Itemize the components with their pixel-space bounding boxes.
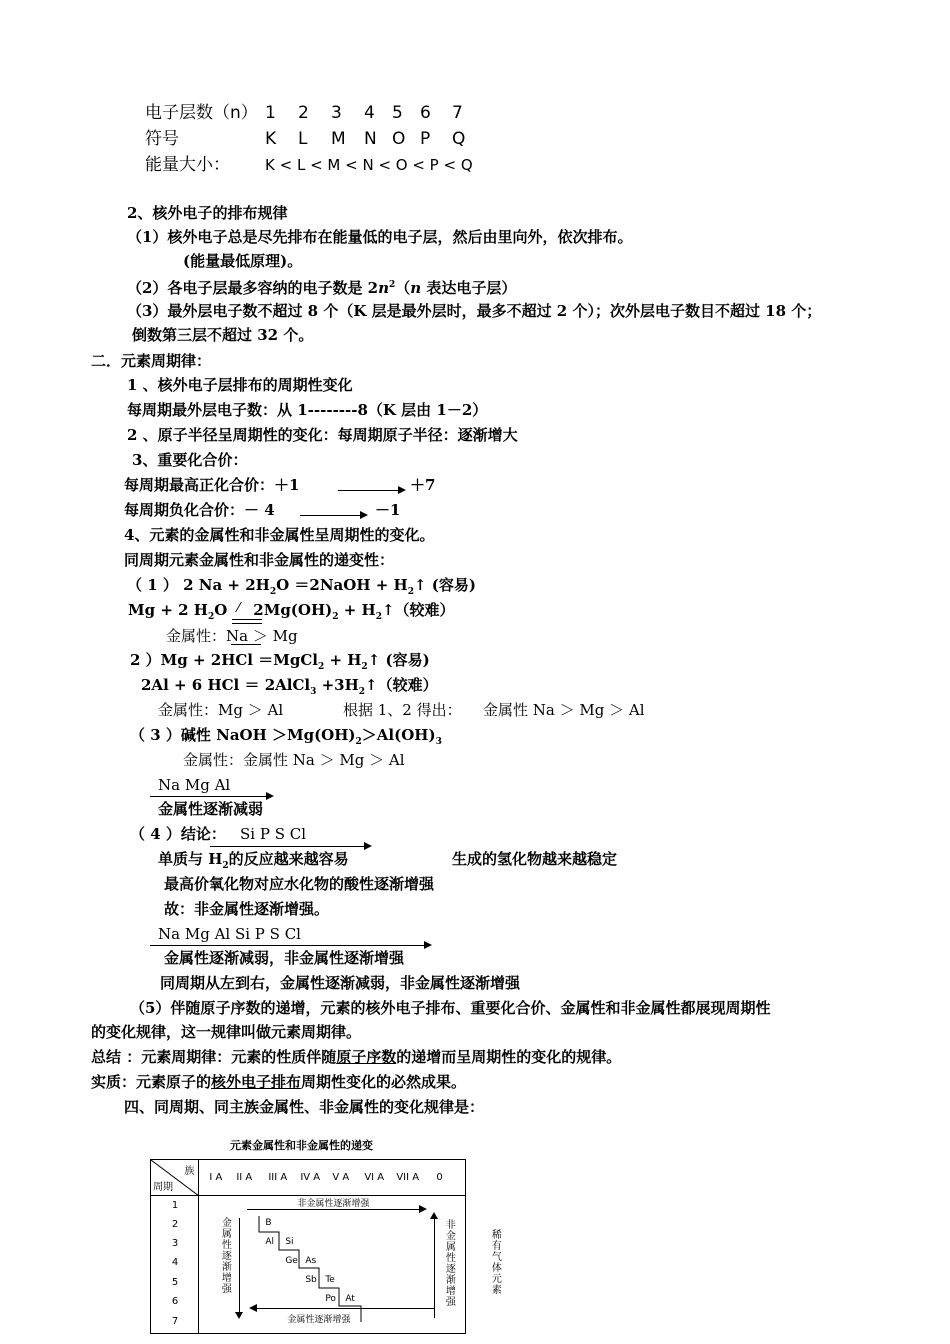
conclusion-1-2-value: 金属性 Na ＞ Mg ＞ Al [483, 701, 645, 719]
metal-comparison-1: 金属性：Na ＞ Mg [166, 627, 298, 645]
summary: 总结 ：元素周期律：元素的性质伴随原子序数的递增而呈周期性的变化的规律。 [91, 1048, 622, 1066]
corner-cell: 族 周期 [151, 1160, 199, 1196]
right-arrow-label: 非金属性逐渐增强 [445, 1220, 456, 1308]
law-p1-detail: 每周期最外层电子数：从 1--------8（K 层由 1－2） [127, 401, 488, 419]
group-header: I A II A III A IV A V A VI A VII A 0 [199, 1160, 466, 1196]
section-4-title: 四、同周期、同主族金属性、非金属性的变化规律是： [124, 1098, 485, 1116]
element-si: Si [285, 1237, 294, 1247]
sequence-2: Na Mg Al Si P S Cl [158, 925, 301, 943]
sequence-1-label: 金属性逐渐减弱 [158, 800, 264, 818]
bottom-arrow-label: 金属性逐渐增强 [287, 1315, 351, 1325]
metal-comparison-3: 金属性：金属性 Na ＞ Mg ＞ Al [183, 751, 405, 769]
same-period-rule: 同周期从左到右，金属性逐渐减弱，非金属性逐渐增强 [160, 974, 521, 992]
conclusion-4-line2: 最高价氧化物对应水化物的酸性逐渐增强 [164, 875, 435, 893]
element-ge: Ge [285, 1256, 298, 1266]
conclusion-4-line1: 单质与 $H_2$的反应越来越容易 [158, 850, 349, 871]
element-al: Al [265, 1237, 274, 1247]
positive-valence-arrow [338, 490, 404, 491]
sequence-1: Na Mg Al [158, 776, 231, 794]
element-po: Po [325, 1294, 336, 1304]
shell-label-energy: 能量大小： [145, 155, 230, 175]
shell-label-symbol: 符号 [145, 129, 179, 149]
trend-table [150, 1159, 502, 1334]
metal-comparison-2: 金属性：Mg ＞ Al [158, 701, 284, 719]
reaction-3: 2 ）Mg + 2HCl ＝MgCl$_2$ + $H_2↑$ (容易) [130, 651, 430, 672]
conclusion-4-label: （ 4 ）结论： [130, 825, 226, 843]
element-as: As [305, 1256, 317, 1266]
period-column: 1 2 3 4 5 6 7 [151, 1196, 199, 1334]
law-p3: 3、重要化合价： [132, 451, 248, 469]
rule-1-note: (能量最低原理)。 [183, 252, 303, 270]
rule-3a: （3）最外层电子数不超过 8 个（K 层是最外层时，最多不超过 2 个）；次外层电子数目不超过 18 个； [127, 302, 822, 320]
reaction-1: （ 1 ） 2 $Na + 2H_2O$ ＝2NaOH + $H_2↑$ (容易) [127, 576, 476, 597]
left-arrow-label: 金属性逐渐增强 [221, 1218, 232, 1295]
conclusion-4-arrow [210, 846, 370, 847]
positive-valence-label: 每周期最高正化合价：＋1 [124, 476, 300, 494]
negative-valence-arrow [300, 515, 366, 516]
law-p1: 1 、核外电子层排布的周期性变化 [127, 376, 353, 394]
top-arrow-label: 非金属性逐渐增强 [297, 1199, 370, 1209]
element-at: At [345, 1294, 355, 1304]
conclusion-1-2-label: 根据 1、2 得出： [343, 701, 462, 719]
conclusion-5b: 的变化规律，这一规律叫做元素周期律。 [91, 1023, 362, 1041]
conclusion-4-line3: 故：非金属性逐渐增强。 [164, 900, 330, 918]
shell-table [145, 100, 473, 178]
negative-valence-label: 每周期负化合价：－ 4 [124, 501, 275, 519]
sequence-1-arrow [150, 796, 272, 797]
law-p4: 4、元素的金属性和非金属性呈周期性的变化。 [124, 526, 435, 544]
trend-area [199, 1196, 502, 1334]
element-te: Te [325, 1275, 335, 1285]
shell-row-energy [145, 152, 473, 178]
conclusion-4-elements: Si P S Cl [240, 825, 307, 843]
negative-valence-end: －1 [375, 501, 401, 519]
element-b: B [265, 1218, 272, 1228]
conclusion-5a: （5）伴随原子序数的递增，元素的核外电子排布、重要化合价、金属性和非金属性都展现周期性 [130, 999, 771, 1017]
conclusion-4-hydride: 生成的氢化物越来越稳定 [452, 850, 618, 868]
rule-1: （1）核外电子总是尽先排布在能量低的电子层，然后由里向外，依次排布。 [127, 228, 633, 246]
law-p4-intro: 同周期元素金属性和非金属性的递变性： [124, 551, 395, 569]
trend-figure [150, 1137, 502, 1337]
noble-gas-label: 稀有气体元素 [491, 1230, 502, 1296]
shell-row-symbols: 符号 K L M N O P Q [145, 126, 473, 152]
essence: 实质：元素原子的核外电子排布周期性变化的必然成果。 [91, 1073, 467, 1091]
reaction-2: Mg + 2 $H_2O$ $2Mg(OH)_2$ + $H_2↑$（较难） [128, 601, 455, 622]
bottom-arrow [255, 1308, 435, 1309]
element-sb: Sb [305, 1275, 317, 1285]
reaction-4: 2Al + 6 HCl ＝ 2AlCl$_3$ $+3H_2↑$（较难） [141, 676, 438, 697]
sequence-2-label: 金属性逐渐减弱，非金属性逐渐增强 [164, 949, 405, 967]
positive-valence-end: ＋7 [410, 476, 436, 494]
shell-label-layers: 电子层数（n） [145, 103, 258, 123]
section2-title: 2、核外电子的排布规律 [127, 204, 288, 222]
figure-caption: 元素金属性和非金属性的递变 [230, 1139, 373, 1152]
sequence-2-arrow [150, 945, 430, 946]
reaction-5: （ 3 ）碱性 NaOH $>Mg(OH)_2>Al(OH)_3$ [130, 726, 442, 747]
law-p2: 2 、原子半径呈周期性的变化：每周期原子半径：逐渐增大 [127, 426, 518, 444]
shell-row-layers: 电子层数（n） 1 2 3 4 5 6 7 [145, 100, 473, 126]
periodic-law-heading: 二．元素周期律： [91, 352, 212, 370]
rule-2: （2）各电子层最多容纳的电子数是 $2n^2(n$ 表达电子层） [127, 279, 517, 297]
rule-3b: 倒数第三层不超过 32 个。 [132, 326, 314, 344]
energy-order: K < L < M < N < O < P < Q [265, 156, 473, 174]
heat-double-line [232, 619, 262, 620]
